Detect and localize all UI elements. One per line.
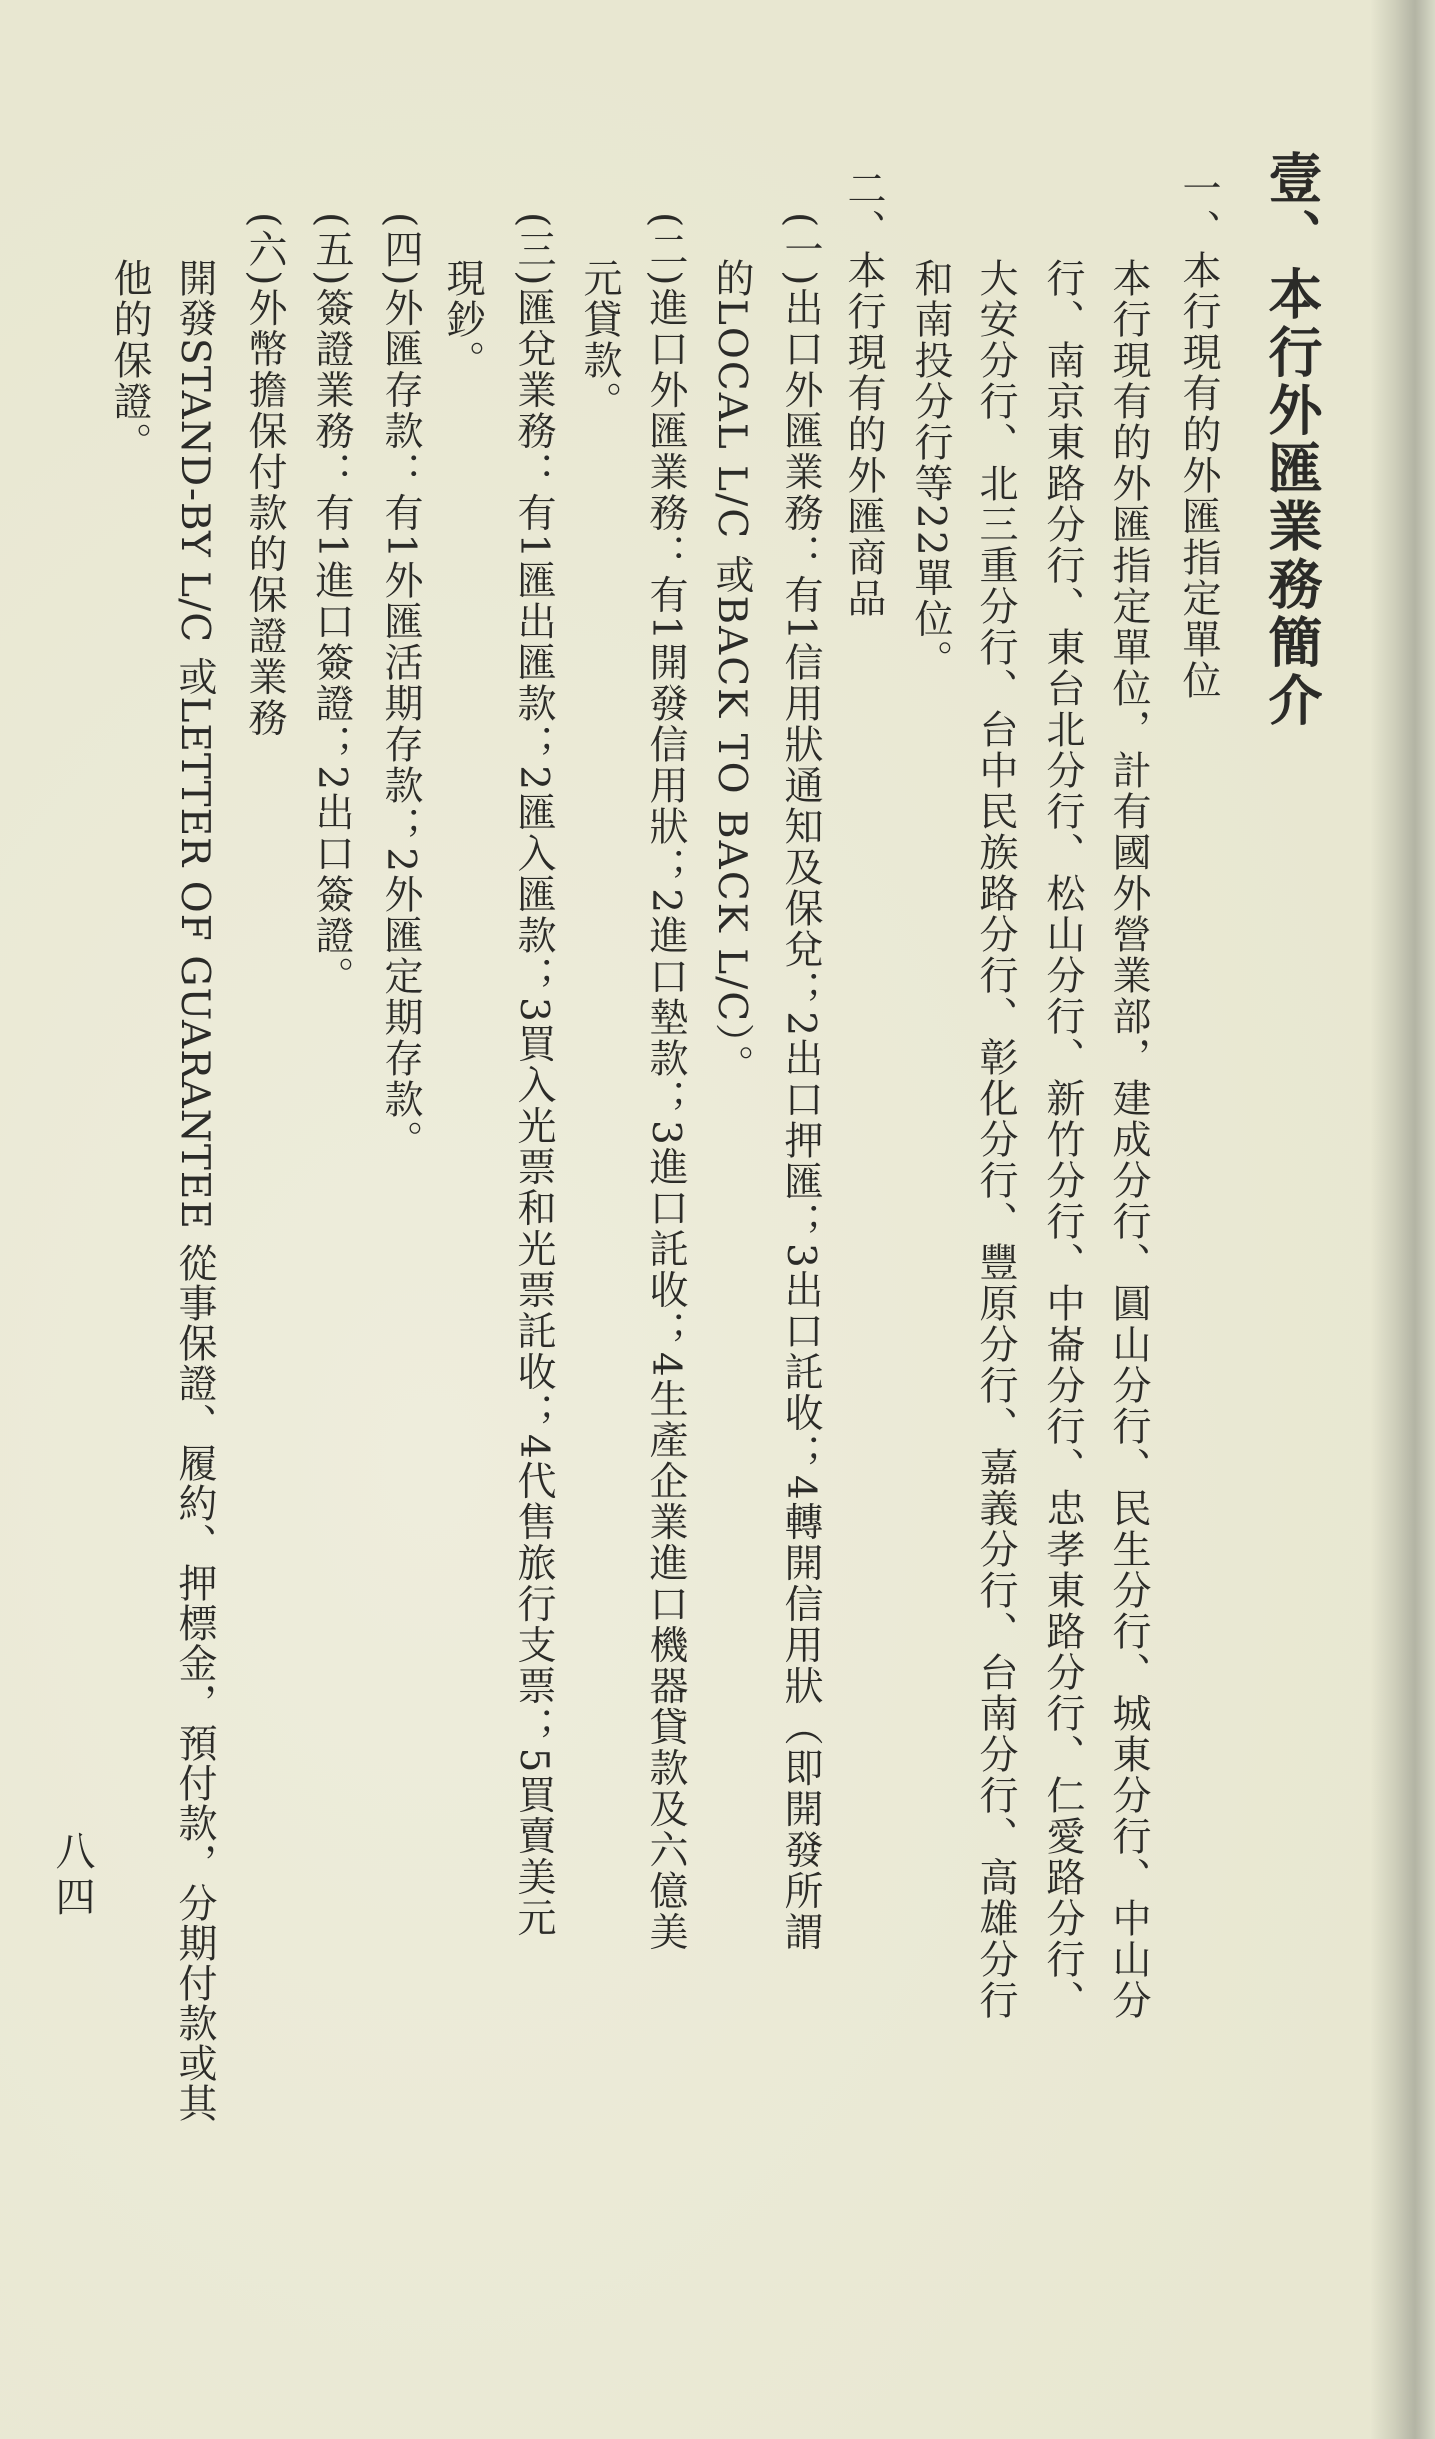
heading-fx-products: 二、本行現有的外匯商品 [841, 168, 886, 619]
paragraph-line: 行、南京東路分行、東台北分行、松山分行、新竹分行、中崙分行、忠孝東路分行、仁愛路分行、 [1040, 258, 1085, 2021]
list-item-import: (二)進口外匯業務：有1開發信用狀；2進口墊款；3進口託收；4生產企業進口機器貸款及六億美 [643, 212, 688, 1953]
paragraph-line: 和南投分行等22單位。 [908, 258, 953, 681]
list-item-export: (一)出口外匯業務：有1信用狀通知及保兌；2出口押匯；3出口託收；4轉開信用狀（即開發所謂 [778, 212, 823, 1953]
page-number: 八四 [49, 1830, 95, 1922]
list-item-remittance: (三)匯兌業務：有1匯出匯款；2匯入匯款；3買入光票和光票託收；4代售旅行支票；5買賣美元 [511, 212, 556, 1939]
heading-designated-units: 一、本行現有的外匯指定單位 [1176, 168, 1221, 701]
list-item-continuation: 開發STAND-BY L/C 或LETTER OF GUARANTEE 從事保證、履約、押標金，預付款，分期付款或其 [172, 258, 217, 2124]
list-item-visa: (五)簽證業務：有1進口簽證；2出口簽證。 [309, 212, 354, 998]
list-item-continuation: 元貸款。 [577, 258, 622, 422]
paragraph-line: 本行現有的外匯指定單位，計有國外營業部，建成分行、圓山分行、民生分行、城東分行、中山分 [1106, 258, 1151, 2021]
section-title: 壹、本行外匯業務簡介 [1260, 150, 1324, 730]
list-item-deposits: (四)外匯存款：有1外匯活期存款；2外匯定期存款。 [378, 212, 423, 1162]
list-item-guarantee: (六)外幣擔保付款的保證業務 [242, 212, 287, 739]
paragraph-line: 大安分行、北三重分行、台中民族路分行、彰化分行、豐原分行、嘉義分行、台南分行、高雄分行 [973, 258, 1018, 2021]
list-item-continuation: 的LOCAL L/C 或BACK TO BACK L/C）。 [709, 258, 754, 1086]
list-item-continuation: 現鈔。 [440, 258, 485, 381]
list-item-continuation: 他的保證。 [107, 258, 152, 463]
